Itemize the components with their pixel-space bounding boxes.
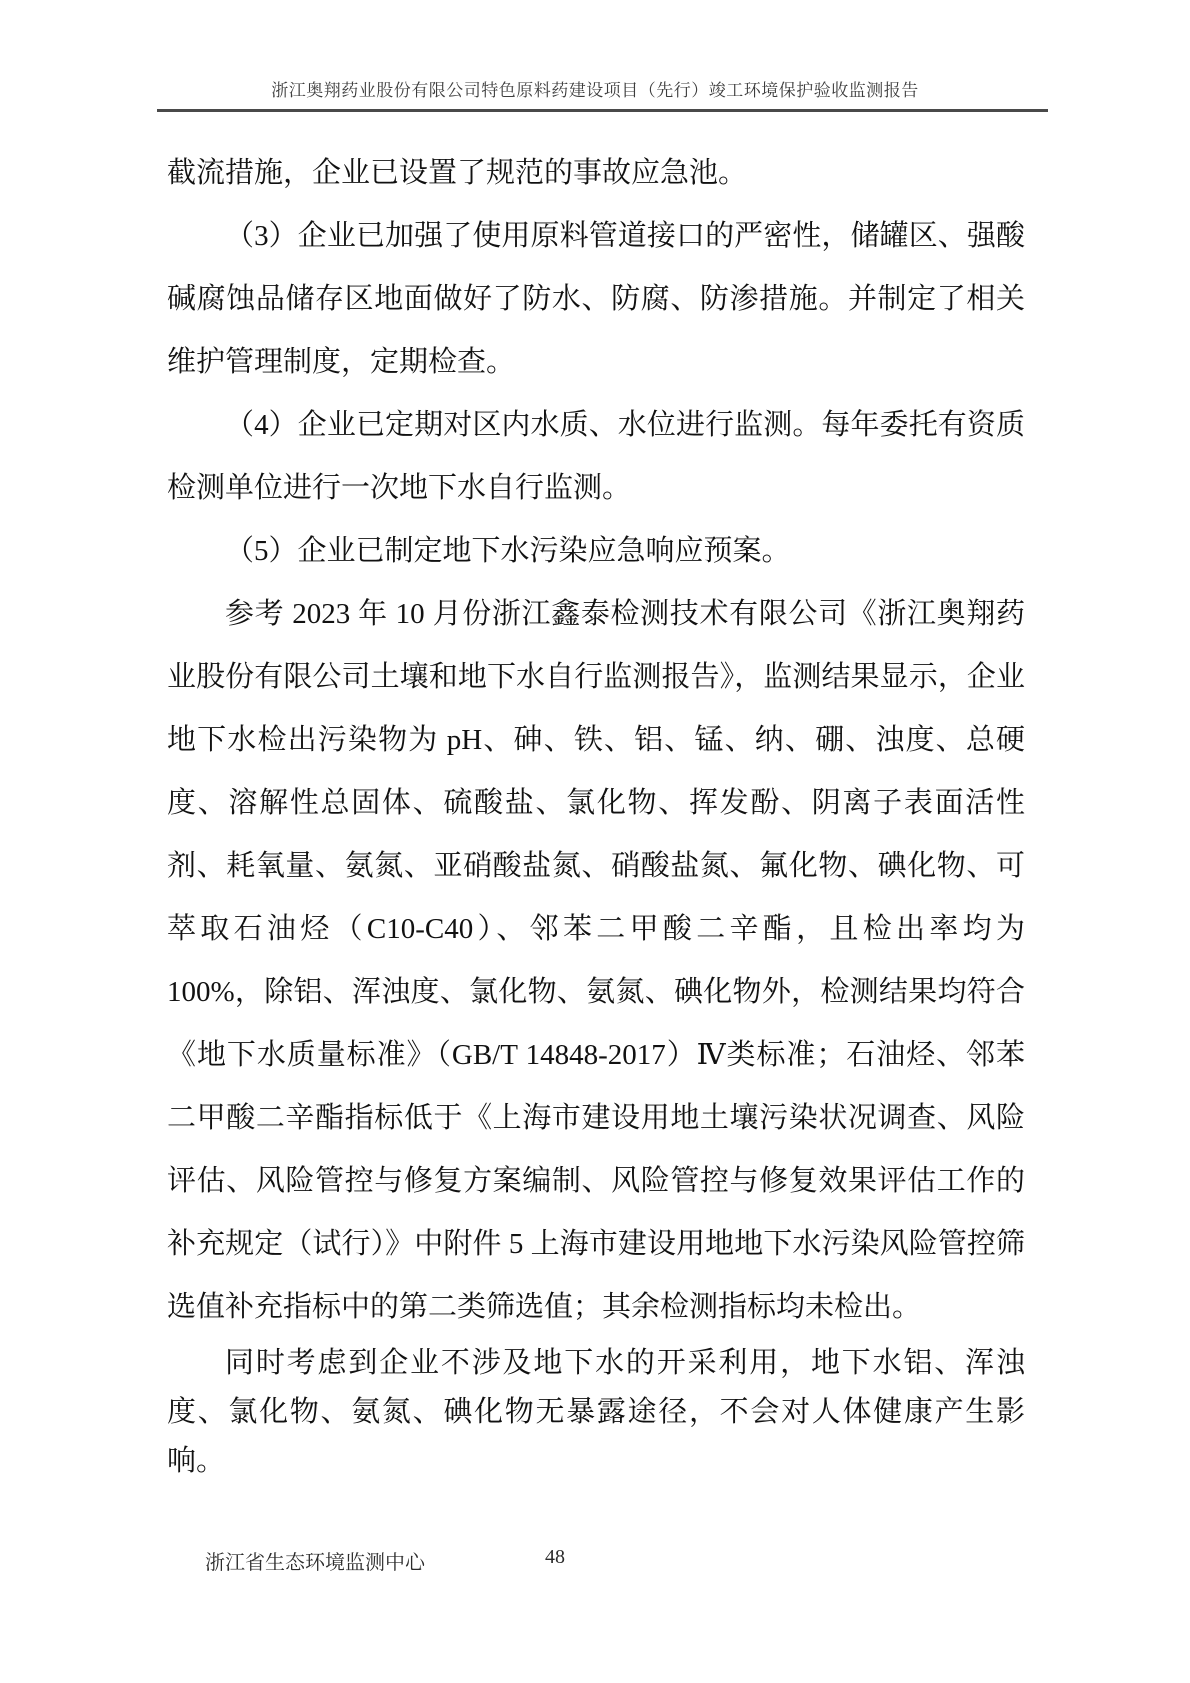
page-header-title: 浙江奥翔药业股份有限公司特色原料药建设项目（先行）竣工环境保护验收监测报告 (271, 81, 919, 100)
paragraph: （5）企业已制定地下水污染应急响应预案。 (225, 535, 791, 567)
paragraph: （4）企业已定期对区内水质、水位进行监测。每年委托有资质检测单位进行一次地下水自行监测。 (167, 409, 1025, 504)
paragraph: 截流措施，企业已设置了规范的事故应急池。 (167, 157, 748, 189)
footer-page-number: 48 (545, 1546, 565, 1568)
paragraph: 同时考虑到企业不涉及地下水的开采利用，地下水铝、浑浊度、氯化物、氨氮、碘化物无暴露途径，不会对人体健康产生影响。 (167, 1347, 1025, 1477)
paragraph: 参考 2023 年 10 月份浙江鑫泰检测技术有限公司《浙江奥翔药业股份有限公司土壤和地下水自行监测报告》，监测结果显示，企业地下水检出污染物为 pH、砷、铁、铝、锰、纳、硼、浊度、总硬度、溶解性总固体、硫酸盐、氯化物、挥发酚、阴离子表面活性剂、耗氧量、氨氮、亚硝酸盐氮、硝酸盐氮、氟化物、碘化物、可萃取石油烃（C10-C40）、邻苯二甲酸二辛酯，且检出率均为 100%，除铝、浑浊度、氯化物、氨氮、碘化物外，检测结果均符合《地下水质量标准》（GB/T 14848-2017）Ⅳ类标准；石油烃、邻苯二甲酸二辛酯指标低于《上海市建设用地土壤污染状况调查、风险评估、风险管控与修复方案编制、风险管控与修复效果评估工作的补充规定（试行）》中附件 5 上海市建设用地地下水污染风险管控筛选值补充指标中的第二类筛选值；其余检测指标均未检出。 (167, 598, 1025, 1323)
footer-organization: 浙江省生态环境监测中心 (205, 1552, 425, 1574)
document-body (167, 142, 1025, 1486)
header-divider (157, 109, 1048, 112)
paragraph: （3）企业已加强了使用原料管道接口的严密性，储罐区、强酸碱腐蚀品储存区地面做好了防水、防腐、防渗措施。并制定了相关维护管理制度，定期检查。 (167, 220, 1025, 378)
